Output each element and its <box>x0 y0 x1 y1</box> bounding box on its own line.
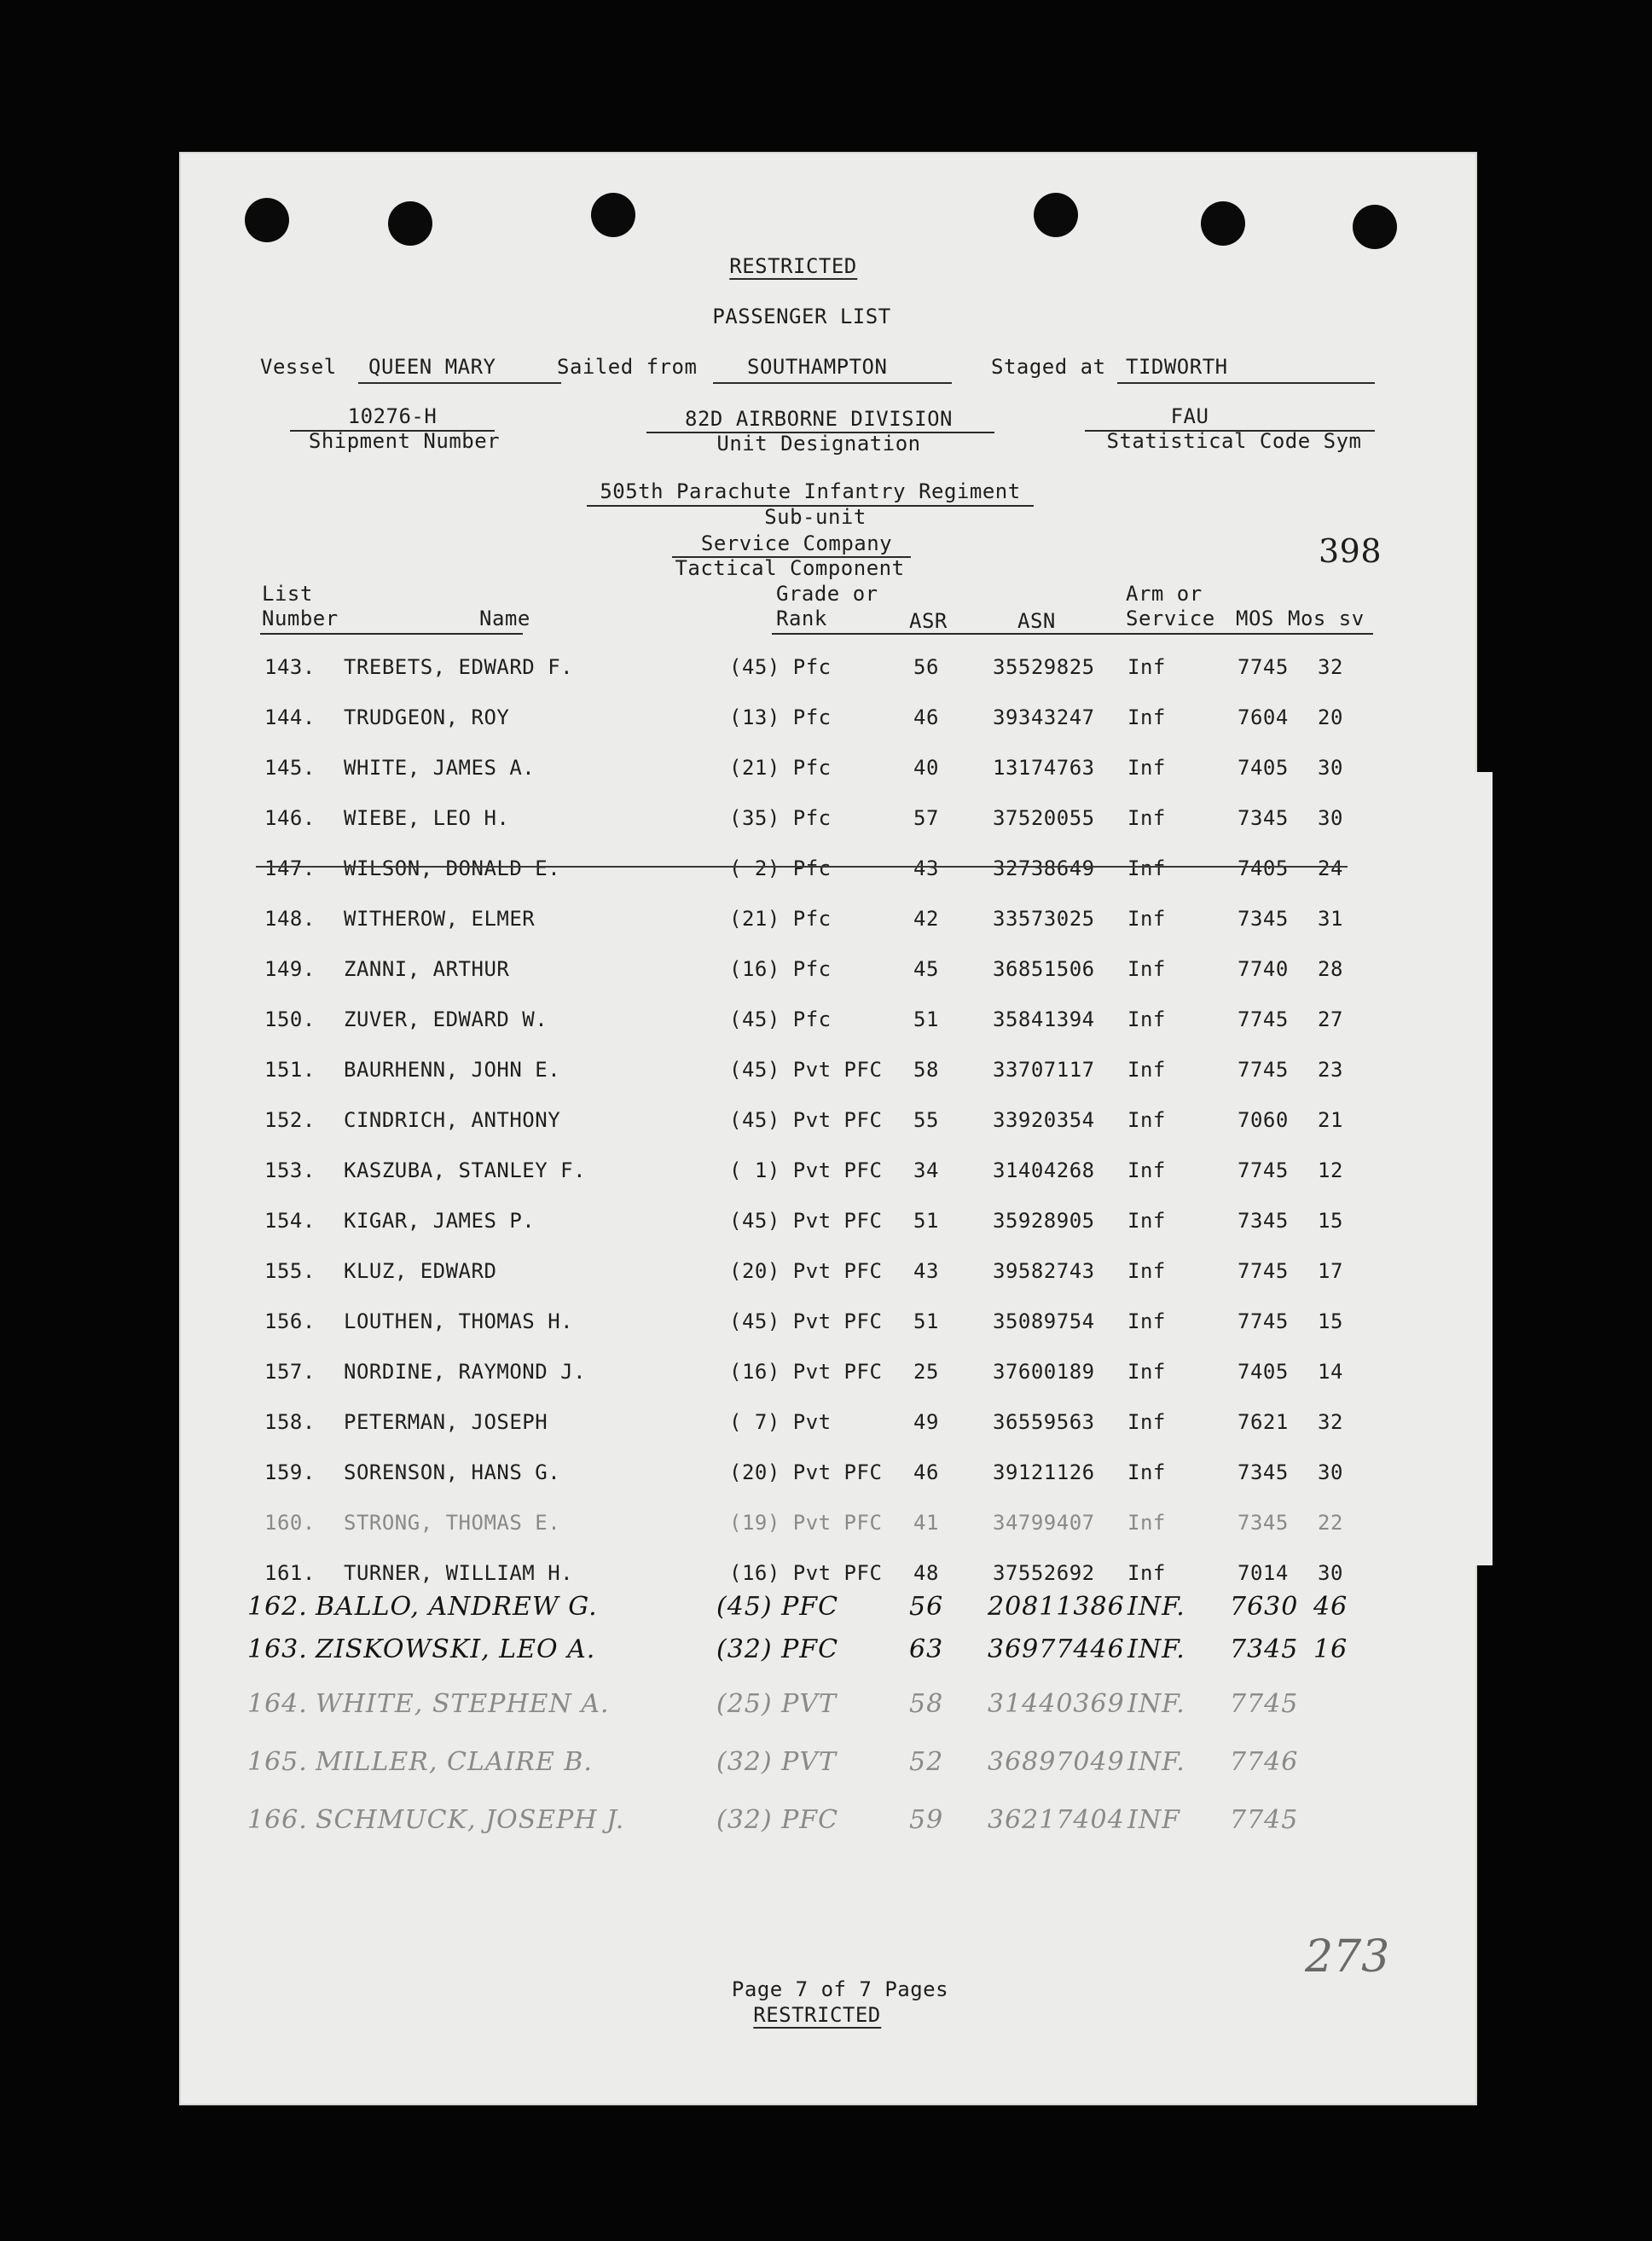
hw-mos: 7345 <box>1230 1634 1299 1664</box>
hw-arm: INF. <box>1127 1634 1185 1664</box>
row-number: 156. <box>264 1309 316 1333</box>
unit-value: 82D AIRBORNE DIVISION <box>685 407 953 431</box>
row-sv: 28 <box>1318 957 1343 981</box>
subunit-label: Sub-unit <box>764 505 867 529</box>
row-sv: 27 <box>1318 1007 1343 1031</box>
row-asr: 49 <box>913 1410 939 1434</box>
row-mos: 7745 <box>1238 655 1289 679</box>
row-asr: 58 <box>913 1058 939 1082</box>
row-asr: 43 <box>913 1259 939 1283</box>
vessel-label: Vessel <box>260 355 337 379</box>
sailed-value: SOUTHAMPTON <box>747 355 888 379</box>
pencil-page-number: 273 <box>1305 1931 1390 1983</box>
row-grade: (45) Pvt PFC <box>729 1309 883 1333</box>
row-grade: (16) Pfc <box>729 957 832 981</box>
row-grade: (45) Pvt PFC <box>729 1108 883 1132</box>
row-grade: (45) Pfc <box>729 655 832 679</box>
row-arm: Inf <box>1127 1007 1166 1031</box>
strike-through-147 <box>256 866 1348 868</box>
row-sv: 30 <box>1318 756 1343 780</box>
hw-asn: 36217404 <box>988 1805 1125 1835</box>
row-asr: 25 <box>913 1360 939 1384</box>
row-grade: (13) Pfc <box>729 705 832 729</box>
row-number: 148. <box>264 907 316 931</box>
row-asn: 33707117 <box>993 1058 1095 1082</box>
row-sv: 31 <box>1318 907 1343 931</box>
row-grade: (21) Pfc <box>729 756 832 780</box>
row-asn: 32738649 <box>993 856 1095 880</box>
row-asn: 36851506 <box>993 957 1095 981</box>
row-name: LOUTHEN, THOMAS H. <box>344 1309 574 1333</box>
hw-name: ZISKOWSKI, LEO A. <box>316 1634 596 1664</box>
row-asr: 34 <box>913 1158 939 1182</box>
hw-grade: (25) PVT <box>716 1689 837 1719</box>
row-grade: (16) Pvt PFC <box>729 1561 883 1585</box>
row-sv: 32 <box>1318 1410 1343 1434</box>
row-name: STRONG, THOMAS E. <box>344 1511 561 1535</box>
row-sv: 15 <box>1318 1209 1343 1233</box>
hw-mos: 7745 <box>1230 1689 1299 1719</box>
row-asn: 39121126 <box>993 1460 1095 1484</box>
page-indicator: Page 7 of 7 Pages <box>731 1977 949 2001</box>
row-mos: 7345 <box>1238 1460 1289 1484</box>
col-asr: ASR <box>909 609 948 633</box>
hw-mos: 7630 <box>1230 1592 1299 1622</box>
unit-label: Unit Designation <box>716 432 921 456</box>
hw-mos: 7746 <box>1230 1747 1299 1777</box>
row-number: 146. <box>264 806 316 830</box>
col-name: Name <box>479 607 530 630</box>
row-name: SORENSON, HANS G. <box>344 1460 561 1484</box>
hw-mos: 7745 <box>1230 1805 1299 1835</box>
row-number: 161. <box>264 1561 316 1585</box>
row-mos: 7405 <box>1238 856 1289 880</box>
row-asn: 35928905 <box>993 1209 1095 1233</box>
hw-arm: INF. <box>1127 1747 1185 1777</box>
col-mos-sv: Mos sv <box>1288 607 1365 630</box>
row-name: WHITE, JAMES A. <box>344 756 536 780</box>
row-mos: 7405 <box>1238 1360 1289 1384</box>
row-sv: 20 <box>1318 705 1343 729</box>
row-name: ZUVER, EDWARD W. <box>344 1007 548 1031</box>
sailed-label: Sailed from <box>557 355 698 379</box>
row-asr: 51 <box>913 1007 939 1031</box>
hw-name: WHITE, STEPHEN A. <box>316 1689 610 1719</box>
row-mos: 7014 <box>1238 1561 1289 1585</box>
row-grade: ( 7) Pvt <box>729 1410 832 1434</box>
row-mos: 7621 <box>1238 1410 1289 1434</box>
col-arm: Arm or <box>1126 582 1203 606</box>
row-asn: 39582743 <box>993 1259 1095 1283</box>
row-asn: 33920354 <box>993 1108 1095 1132</box>
hw-number: 163. <box>247 1634 308 1664</box>
hw-arm: INF <box>1127 1805 1180 1835</box>
row-number: 153. <box>264 1158 316 1182</box>
row-grade: ( 2) Pfc <box>729 856 832 880</box>
row-sv: 30 <box>1318 1561 1343 1585</box>
hw-grade: (32) PFC <box>716 1805 839 1835</box>
stat-label: Statistical Code Sym <box>1106 429 1362 453</box>
row-grade: (21) Pfc <box>729 907 832 931</box>
row-grade: (20) Pvt PFC <box>729 1460 883 1484</box>
row-sv: 32 <box>1318 655 1343 679</box>
row-mos: 7745 <box>1238 1158 1289 1182</box>
hw-sv: 16 <box>1313 1634 1348 1664</box>
row-name: TURNER, WILLIAM H. <box>344 1561 574 1585</box>
row-asr: 51 <box>913 1209 939 1233</box>
row-number: 150. <box>264 1007 316 1031</box>
row-name: WITHEROW, ELMER <box>344 907 536 931</box>
row-number: 152. <box>264 1108 316 1132</box>
hw-grade: (32) PVT <box>716 1747 837 1777</box>
row-mos: 7060 <box>1238 1108 1289 1132</box>
row-name: CINDRICH, ANTHONY <box>344 1108 561 1132</box>
row-asn: 35089754 <box>993 1309 1095 1333</box>
hw-number: 166. <box>247 1805 308 1835</box>
row-number: 154. <box>264 1209 316 1233</box>
row-asr: 42 <box>913 907 939 931</box>
row-number: 143. <box>264 655 316 679</box>
row-number: 155. <box>264 1259 316 1283</box>
hw-number: 165. <box>247 1747 308 1777</box>
row-sv: 24 <box>1318 856 1343 880</box>
row-mos: 7604 <box>1238 705 1289 729</box>
staged-label: Staged at <box>991 355 1106 379</box>
row-asn: 33573025 <box>993 907 1095 931</box>
row-grade: ( 1) Pvt PFC <box>729 1158 883 1182</box>
document-title: PASSENGER LIST <box>712 305 891 328</box>
row-grade: (19) Pvt PFC <box>729 1511 883 1535</box>
row-arm: Inf <box>1127 907 1166 931</box>
row-asn: 36559563 <box>993 1410 1095 1434</box>
row-grade: (45) Pvt PFC <box>729 1209 883 1233</box>
punch-hole <box>1353 205 1397 249</box>
hw-grade: (32) PFC <box>716 1634 839 1664</box>
row-sv: 15 <box>1318 1309 1343 1333</box>
row-asn: 34799407 <box>993 1511 1095 1535</box>
row-name: WIEBE, LEO H. <box>344 806 510 830</box>
row-arm: Inf <box>1127 856 1166 880</box>
row-sv: 30 <box>1318 806 1343 830</box>
vessel-value: QUEEN MARY <box>368 355 496 379</box>
row-mos: 7345 <box>1238 806 1289 830</box>
row-asn: 13174763 <box>993 756 1095 780</box>
row-sv: 23 <box>1318 1058 1343 1082</box>
hw-arm: INF. <box>1127 1592 1185 1622</box>
row-arm: Inf <box>1127 806 1166 830</box>
hw-sv: 46 <box>1313 1592 1348 1622</box>
col-rank: Rank <box>776 607 827 630</box>
row-arm: Inf <box>1127 1511 1166 1535</box>
punch-hole <box>388 201 432 246</box>
row-arm: Inf <box>1127 1360 1166 1384</box>
row-arm: Inf <box>1127 1158 1166 1182</box>
hw-asr: 59 <box>909 1805 944 1835</box>
row-asn: 37552692 <box>993 1561 1095 1585</box>
row-grade: (45) Pfc <box>729 1007 832 1031</box>
row-asr: 57 <box>913 806 939 830</box>
col-service: Service <box>1126 607 1215 630</box>
row-number: 151. <box>264 1058 316 1082</box>
row-arm: Inf <box>1127 655 1166 679</box>
punch-hole <box>1201 201 1245 246</box>
row-number: 159. <box>264 1460 316 1484</box>
hw-name: MILLER, CLAIRE B. <box>316 1747 593 1777</box>
row-mos: 7345 <box>1238 1209 1289 1233</box>
row-grade: (20) Pvt PFC <box>729 1259 883 1283</box>
row-sv: 21 <box>1318 1108 1343 1132</box>
row-arm: Inf <box>1127 957 1166 981</box>
row-asr: 55 <box>913 1108 939 1132</box>
row-name: KIGAR, JAMES P. <box>344 1209 536 1233</box>
row-mos: 7740 <box>1238 957 1289 981</box>
row-number: 147. <box>264 856 316 880</box>
row-name: BAURHENN, JOHN E. <box>344 1058 561 1082</box>
row-arm: Inf <box>1127 1259 1166 1283</box>
row-asr: 45 <box>913 957 939 981</box>
row-arm: Inf <box>1127 756 1166 780</box>
row-asn: 35529825 <box>993 655 1095 679</box>
row-asr: 51 <box>913 1309 939 1333</box>
row-mos: 7745 <box>1238 1259 1289 1283</box>
stat-value: FAU <box>1170 404 1209 428</box>
subunit-value: 505th Parachute Infantry Regiment <box>600 479 1021 503</box>
row-name: PETERMAN, JOSEPH <box>344 1410 548 1434</box>
row-mos: 7745 <box>1238 1309 1289 1333</box>
punch-hole <box>1034 193 1078 237</box>
row-name: KLUZ, EDWARD <box>344 1259 497 1283</box>
hw-asr: 63 <box>909 1634 944 1664</box>
col-number: Number <box>262 607 339 630</box>
row-mos: 7345 <box>1238 1511 1289 1535</box>
sheet-number: 398 <box>1319 532 1382 570</box>
row-arm: Inf <box>1127 1410 1166 1434</box>
row-asr: 48 <box>913 1561 939 1585</box>
row-arm: Inf <box>1127 1309 1166 1333</box>
hw-asn: 36977446 <box>988 1634 1125 1664</box>
row-asr: 40 <box>913 756 939 780</box>
row-arm: Inf <box>1127 1108 1166 1132</box>
row-mos: 7745 <box>1238 1058 1289 1082</box>
hw-grade: (45) PFC <box>716 1592 839 1622</box>
row-number: 158. <box>264 1410 316 1434</box>
col-asn: ASN <box>1017 609 1056 633</box>
punch-hole <box>591 193 635 237</box>
hw-name: SCHMUCK, JOSEPH J. <box>316 1805 625 1835</box>
row-grade: (45) Pvt PFC <box>729 1058 883 1082</box>
row-number: 157. <box>264 1360 316 1384</box>
shipment-value: 10276-H <box>347 404 438 428</box>
page-edge <box>1474 772 1493 1565</box>
row-sv: 30 <box>1318 1460 1343 1484</box>
restricted-top: RESTRICTED <box>729 254 857 278</box>
row-grade: (16) Pvt PFC <box>729 1360 883 1384</box>
row-asn: 31404268 <box>993 1158 1095 1182</box>
row-sv: 14 <box>1318 1360 1343 1384</box>
row-asn: 37520055 <box>993 806 1095 830</box>
row-asr: 46 <box>913 705 939 729</box>
row-name: WILSON, DONALD E. <box>344 856 561 880</box>
row-arm: Inf <box>1127 1058 1166 1082</box>
restricted-bottom: RESTRICTED <box>753 2003 881 2027</box>
row-name: NORDINE, RAYMOND J. <box>344 1360 587 1384</box>
row-sv: 12 <box>1318 1158 1343 1182</box>
hw-asr: 58 <box>909 1689 944 1719</box>
row-grade: (35) Pfc <box>729 806 832 830</box>
row-asn: 35841394 <box>993 1007 1095 1031</box>
row-mos: 7405 <box>1238 756 1289 780</box>
row-asr: 43 <box>913 856 939 880</box>
shipment-label: Shipment Number <box>308 429 501 453</box>
row-arm: Inf <box>1127 705 1166 729</box>
hw-asn: 20811386 <box>988 1592 1125 1622</box>
row-number: 149. <box>264 957 316 981</box>
row-name: KASZUBA, STANLEY F. <box>344 1158 587 1182</box>
hw-arm: INF. <box>1127 1689 1185 1719</box>
staged-value: TIDWORTH <box>1126 355 1228 379</box>
row-asr: 41 <box>913 1511 939 1535</box>
row-arm: Inf <box>1127 1460 1166 1484</box>
row-mos: 7345 <box>1238 907 1289 931</box>
hw-number: 162. <box>247 1592 308 1622</box>
col-list: List <box>262 582 313 606</box>
row-arm: Inf <box>1127 1209 1166 1233</box>
tactical-label: Tactical Component <box>675 556 905 580</box>
row-name: ZANNI, ARTHUR <box>344 957 510 981</box>
row-name: TREBETS, EDWARD F. <box>344 655 574 679</box>
hw-asr: 56 <box>909 1592 944 1622</box>
col-grade: Grade or <box>776 582 878 606</box>
row-arm: Inf <box>1127 1561 1166 1585</box>
hw-asn: 31440369 <box>988 1689 1125 1719</box>
hw-asr: 52 <box>909 1747 944 1777</box>
punch-hole <box>245 198 289 242</box>
row-sv: 17 <box>1318 1259 1343 1283</box>
row-number: 160. <box>264 1511 316 1535</box>
row-name: TRUDGEON, ROY <box>344 705 510 729</box>
hw-name: BALLO, ANDREW G. <box>316 1592 598 1622</box>
row-asn: 39343247 <box>993 705 1095 729</box>
row-sv: 22 <box>1318 1511 1343 1535</box>
row-mos: 7745 <box>1238 1007 1289 1031</box>
row-number: 144. <box>264 705 316 729</box>
row-number: 145. <box>264 756 316 780</box>
row-asr: 46 <box>913 1460 939 1484</box>
tactical-value: Service Company <box>700 531 893 555</box>
row-asr: 56 <box>913 655 939 679</box>
hw-number: 164. <box>247 1689 308 1719</box>
row-asn: 37600189 <box>993 1360 1095 1384</box>
col-mos: MOS <box>1236 607 1274 630</box>
hw-asn: 36897049 <box>988 1747 1125 1777</box>
